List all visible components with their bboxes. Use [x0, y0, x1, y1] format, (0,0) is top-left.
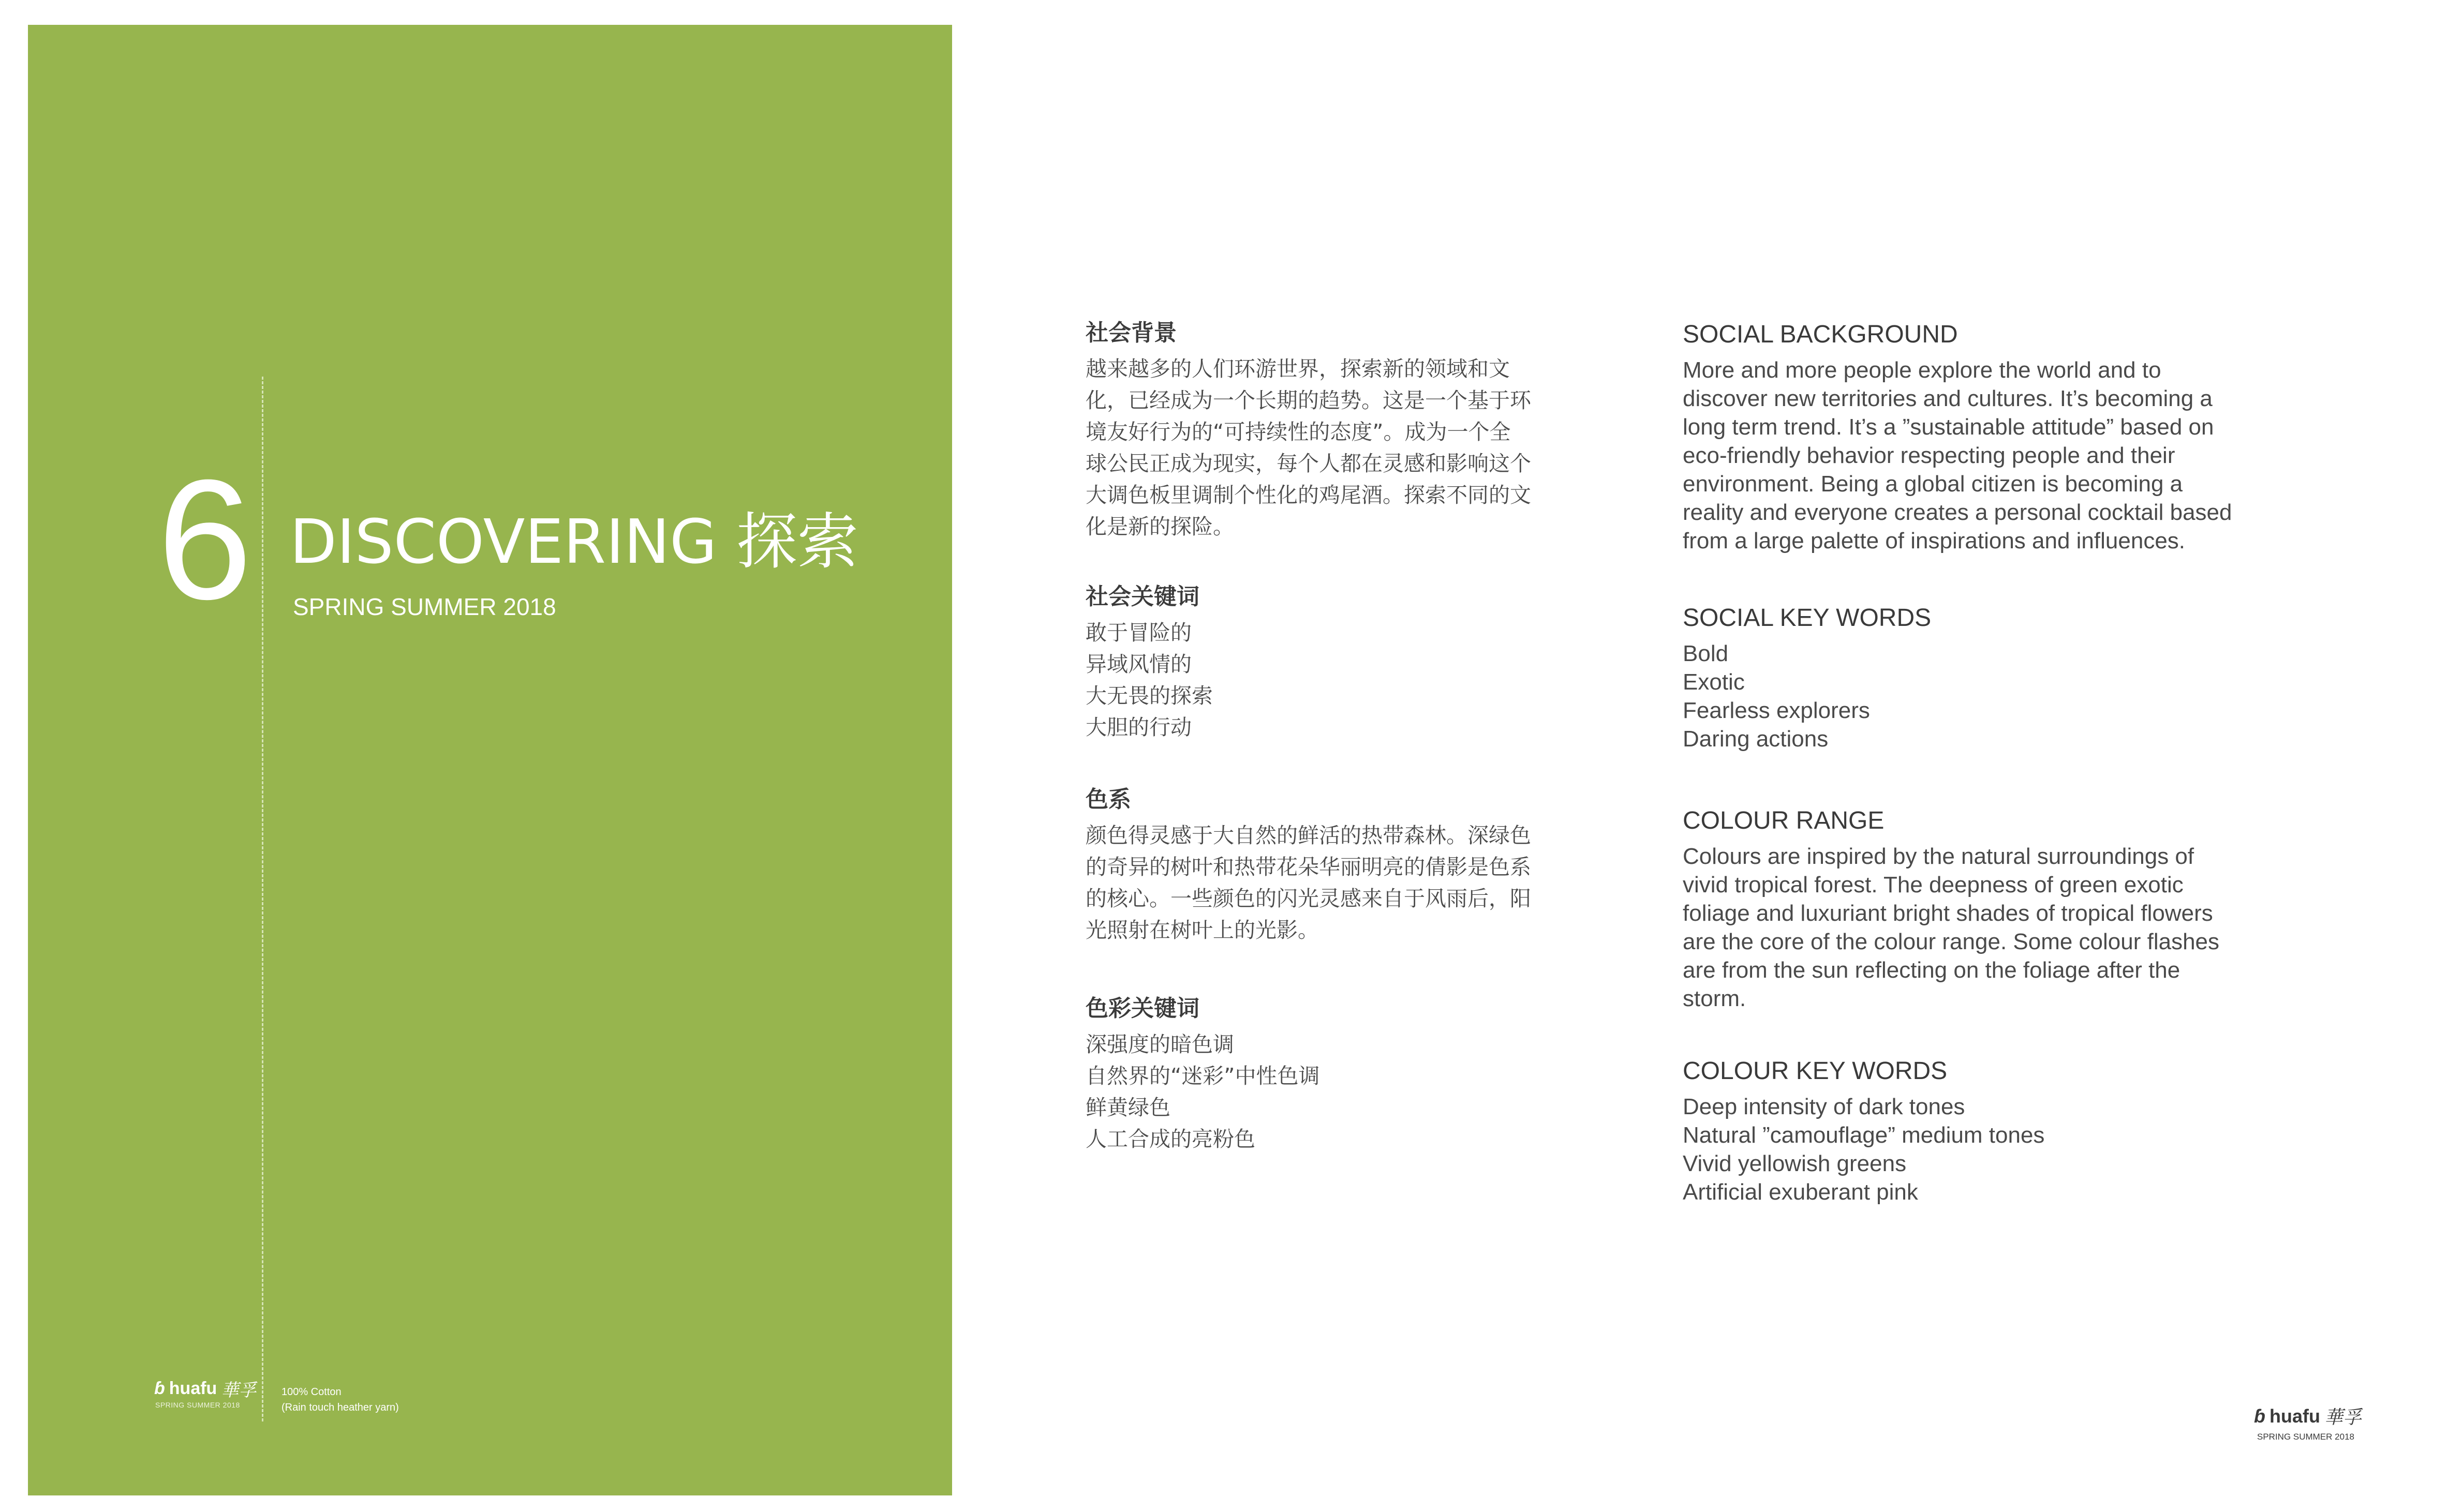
keyword-item: Bold: [1683, 640, 1729, 666]
keyword-item: Natural ”camouflage” medium tones: [1683, 1122, 2045, 1148]
keyword-item: 鲜黄绿色: [1086, 1095, 1170, 1120]
chapter-title: DISCOVERING 探索: [290, 506, 859, 577]
text-line: 境友好行为的“可持续性的态度”。成为一个全: [1086, 419, 1511, 444]
text-line: reality and everyone creates a personal cocktail based: [1683, 499, 2232, 525]
brand-name-cn: 華孚: [2324, 1407, 2362, 1428]
dashed-divider: [262, 377, 263, 1421]
text-line: foliage and luxuriant bright shades of tropical flowers: [1683, 900, 2213, 926]
text-line: are from the sun reflecting on the foliage after the: [1683, 957, 2180, 983]
fabric-yarn: (Rain touch heather yarn): [281, 1402, 399, 1413]
cn-colour-range-body: [1086, 820, 1603, 946]
en-social-background-body: [1683, 356, 2262, 555]
text-line: 大调色板里调制个性化的鸡尾酒。探索不同的文: [1086, 482, 1531, 507]
text-line: eco-friendly behavior respecting people and their: [1683, 442, 2175, 468]
text-line: 化是新的探险。: [1086, 514, 1234, 539]
keyword-item: 自然界的“迷彩”中性色调: [1086, 1063, 1320, 1088]
text-line: discover new territories and cultures. It’s becoming a: [1683, 385, 2213, 411]
page-brand-season: SPRING SUMMER 2018: [2257, 1432, 2354, 1442]
text-line: 的核心。一些颜色的闪光灵感来自于风雨后，阳: [1086, 886, 1531, 911]
en-social-background: [1683, 320, 2262, 555]
en-colour-range-heading: COLOUR RANGE: [1683, 807, 1885, 834]
text-line: 颜色得灵感于大自然的鲜活的热带森林。深绿色: [1086, 822, 1531, 848]
text-line: 化，已经成为一个长期的趋势。这是一个基于环: [1086, 387, 1531, 413]
text-line: from a large palette of inspirations and influences.: [1683, 528, 2186, 553]
text-line: are the core of the colour range. Some colour flashes: [1683, 929, 2220, 954]
keyword-item: 深强度的暗色调: [1086, 1031, 1234, 1057]
en-colour-key-words-list: [1683, 1092, 2262, 1206]
fabric-info: [281, 1384, 399, 1415]
keyword-item: Deep intensity of dark tones: [1683, 1094, 1965, 1119]
cn-social-background-body: [1086, 353, 1603, 543]
panel-brand-logo: [154, 1376, 256, 1401]
cn-colour-key-words-list: [1086, 1029, 1603, 1155]
text-line: 球公民正成为现实，每个人都在灵感和影响这个: [1086, 451, 1531, 476]
brand-name-cn: 華孚: [221, 1380, 257, 1401]
huafu-logo-icon: ɓ: [2254, 1405, 2265, 1427]
huafu-logo-icon: ɓ: [154, 1379, 165, 1398]
en-colour-range-body: [1683, 842, 2262, 1013]
en-colour-range: [1683, 806, 2262, 1013]
en-colour-key-words-heading: COLOUR KEY WORDS: [1683, 1057, 1948, 1085]
cn-colour-range: [1086, 786, 1603, 946]
text-line: environment. Being a global citizen is becoming a: [1683, 471, 2183, 497]
text-line: 的奇异的树叶和热带花朵华丽明亮的倩影是色系: [1086, 854, 1531, 879]
cn-colour-key-words-heading: 色彩关键词: [1086, 995, 1199, 1022]
cn-colour-range-heading: 色系: [1086, 786, 1131, 813]
en-social-key-words-heading: SOCIAL KEY WORDS: [1683, 604, 1932, 632]
cn-social-background: [1086, 320, 1603, 543]
keyword-item: 大胆的行动: [1086, 714, 1192, 740]
cn-social-key-words-list: [1086, 617, 1603, 743]
keyword-item: Artificial exuberant pink: [1683, 1179, 1918, 1205]
keyword-item: 敢于冒险的: [1086, 620, 1192, 645]
keyword-item: 异域风情的: [1086, 651, 1192, 677]
text-line: 光照射在树叶上的光影。: [1086, 917, 1319, 942]
brand-name: huafu: [2269, 1405, 2320, 1427]
keyword-item: Fearless explorers: [1683, 697, 1870, 723]
text-line: 越来越多的人们环游世界，探索新的领域和文: [1086, 356, 1510, 381]
cn-social-key-words: [1086, 583, 1603, 743]
en-social-key-words: [1683, 603, 2262, 753]
brand-name: huafu: [169, 1379, 217, 1398]
keyword-item: Exotic: [1683, 669, 1745, 695]
keyword-item: 大无畏的探索: [1086, 683, 1213, 708]
en-social-background-heading: SOCIAL BACKGROUND: [1683, 321, 1958, 348]
panel-brand-season: SPRING SUMMER 2018: [155, 1401, 240, 1409]
cn-social-background-heading: 社会背景: [1086, 320, 1177, 346]
en-social-key-words-list: [1683, 639, 2262, 753]
text-line: Colours are inspired by the natural surroundings of: [1683, 843, 2194, 869]
keyword-item: Daring actions: [1683, 726, 1829, 752]
text-line: More and more people explore the world and to: [1683, 357, 2161, 383]
chapter-number: 6: [157, 444, 253, 635]
keyword-item: 人工合成的亮粉色: [1086, 1126, 1255, 1151]
cn-social-key-words-heading: 社会关键词: [1086, 583, 1199, 610]
cover-panel: [28, 25, 952, 1495]
text-line: vivid tropical forest. The deepness of green exotic: [1683, 872, 2184, 897]
fabric-composition: 100% Cotton: [281, 1386, 342, 1398]
chapter-subtitle: SPRING SUMMER 2018: [293, 593, 556, 620]
keyword-item: Vivid yellowish greens: [1683, 1150, 1907, 1176]
text-line: long term trend. It’s a ”sustainable attitude” based on: [1683, 414, 2214, 440]
page-brand-logo: [2254, 1403, 2362, 1429]
en-colour-key-words: [1683, 1056, 2262, 1206]
cn-colour-key-words: [1086, 995, 1603, 1155]
text-line: storm.: [1683, 985, 1746, 1011]
